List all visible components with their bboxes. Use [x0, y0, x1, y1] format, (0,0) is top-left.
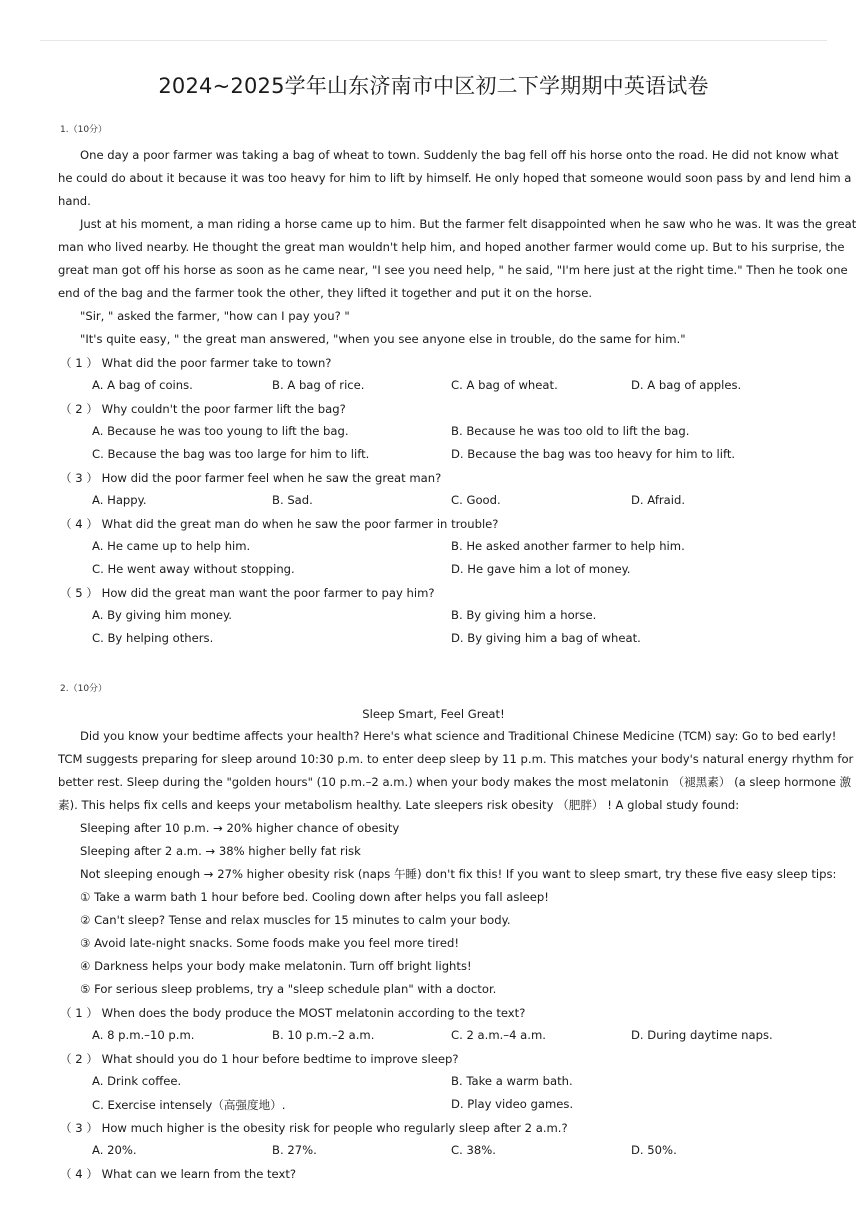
option-c[interactable]: C. Good. [451, 493, 501, 507]
option-a[interactable]: A. He came up to help him. [92, 539, 251, 553]
option-a[interactable]: A. By giving him money. [92, 608, 232, 622]
question-2-number: 2.（10分） [60, 684, 108, 694]
question-stem: （ 4 ） What did the great man do when he saw the poor farmer in trouble? [60, 517, 499, 531]
option-d[interactable]: D. He gave him a lot of money. [451, 562, 631, 576]
option-b[interactable]: B. Take a warm bath. [451, 1074, 573, 1088]
passage-line: he could do about it because it was too heavy for him to lift by himself. He only hoped that someone would soon pass by and lend him a [58, 171, 852, 185]
question-stem: （ 3 ） How much higher is the obesity risk for people who regularly sleep after 2 a.m.? [60, 1121, 568, 1135]
option-d[interactable]: D. A bag of apples. [631, 378, 742, 392]
option-c[interactable]: C. Exercise intensely（高强度地）. [92, 1098, 286, 1112]
passage-line: "Sir, " asked the farmer, "how can I pay you? " [80, 309, 350, 323]
option-c[interactable]: C. By helping others. [92, 631, 214, 645]
passage-heading: Sleep Smart, Feel Great! [362, 707, 505, 721]
option-b[interactable]: B. Because he was too old to lift the bag. [451, 424, 690, 438]
option-c[interactable]: C. A bag of wheat. [451, 378, 558, 392]
top-divider [40, 40, 827, 41]
passage-line: Just at his moment, a man riding a horse came up to him. But the farmer felt disappointed when he saw who he was. It was the great [80, 217, 857, 231]
page-title: 2024~2025学年山东济南市中区初二下学期期中英语试卷 [158, 74, 709, 98]
passage-line: Did you know your bedtime affects your health? Here's what science and Traditional Chinese Medicine (TCM) say: Go to bed early! [80, 729, 837, 743]
passage-line: end of the bag and the farmer took the other, they lifted it together and put it on the horse. [58, 286, 593, 300]
question-stem: （ 3 ） How did the poor farmer feel when he saw the great man? [60, 471, 442, 485]
option-b[interactable]: B. He asked another farmer to help him. [451, 539, 685, 553]
passage-line: Sleeping after 2 a.m. → 38% higher belly fat risk [80, 844, 361, 858]
option-b[interactable]: B. 10 p.m.–2 a.m. [272, 1028, 375, 1042]
option-c[interactable]: C. He went away without stopping. [92, 562, 295, 576]
question-1-number: 1.（10分） [60, 125, 108, 135]
question-stem: （ 1 ） What did the poor farmer take to town? [60, 356, 332, 370]
passage-line: Sleeping after 10 p.m. → 20% higher chance of obesity [80, 821, 400, 835]
option-b[interactable]: B. By giving him a horse. [451, 608, 597, 622]
passage-line: TCM suggests preparing for sleep around 10:30 p.m. to enter deep sleep by 11 p.m. This matches your body's natural energy rhythm for [58, 752, 854, 766]
option-b[interactable]: B. 27%. [272, 1143, 317, 1157]
question-stem: （ 5 ） How did the great man want the poor farmer to pay him? [60, 586, 435, 600]
passage-line: hand. [58, 194, 91, 208]
passage-line: 素). This helps fix cells and keeps your metabolism healthy. Late sleepers risk obesity （肥胖） ! A global study found: [58, 798, 740, 812]
question-stem: （ 4 ） What can we learn from the text? [60, 1167, 297, 1181]
question-stem: （ 2 ） Why couldn't the poor farmer lift the bag? [60, 402, 346, 416]
option-c[interactable]: C. 2 a.m.–4 a.m. [451, 1028, 546, 1042]
option-d[interactable]: D. Because the bag was too heavy for him to lift. [451, 447, 736, 461]
option-d[interactable]: D. Afraid. [631, 493, 686, 507]
option-a[interactable]: A. Drink coffee. [92, 1074, 182, 1088]
question-stem: （ 1 ） When does the body produce the MOST melatonin according to the text? [60, 1006, 526, 1020]
option-d[interactable]: D. By giving him a bag of wheat. [451, 631, 641, 645]
option-a[interactable]: A. A bag of coins. [92, 378, 193, 392]
option-c[interactable]: C. Because the bag was too large for him to lift. [92, 447, 370, 461]
option-b[interactable]: B. Sad. [272, 493, 313, 507]
passage-line: "It's quite easy, " the great man answered, "when you see anyone else in trouble, do the same for him." [80, 332, 686, 346]
passage-line: Not sleeping enough → 27% higher obesity risk (naps 午睡) don't fix this! If you want to sleep smart, try these five easy sleep tips: [80, 867, 837, 881]
passage-line: One day a poor farmer was taking a bag of wheat to town. Suddenly the bag fell off his horse onto the road. He did not know what [80, 148, 839, 162]
tip-line: ② Can't sleep? Tense and relax muscles for 15 minutes to calm your body. [80, 913, 511, 927]
tip-line: ③ Avoid late-night snacks. Some foods make you feel more tired! [80, 936, 460, 950]
question-stem: （ 2 ） What should you do 1 hour before bedtime to improve sleep? [60, 1052, 459, 1066]
option-a[interactable]: A. 20%. [92, 1143, 137, 1157]
tip-line: ① Take a warm bath 1 hour before bed. Cooling down after helps you fall asleep! [80, 890, 549, 904]
option-d[interactable]: D. During daytime naps. [631, 1028, 773, 1042]
option-d[interactable]: D. 50%. [631, 1143, 677, 1157]
option-a[interactable]: A. Because he was too young to lift the bag. [92, 424, 349, 438]
option-b[interactable]: B. A bag of rice. [272, 378, 365, 392]
tip-line: ⑤ For serious sleep problems, try a "sleep schedule plan" with a doctor. [80, 982, 497, 996]
passage-line: better rest. Sleep during the "golden hours" (10 p.m.–2 a.m.) when your body makes the most melatonin （褪黑素） (a sleep hormone 激 [58, 775, 852, 789]
passage-line: man who lived nearby. He thought the great man wouldn't help him, and hoped another farmer would come up. But to his surprise, the [58, 240, 845, 254]
tip-line: ④ Darkness helps your body make melatonin. Turn off bright lights! [80, 959, 472, 973]
option-c[interactable]: C. 38%. [451, 1143, 496, 1157]
option-a[interactable]: A. 8 p.m.–10 p.m. [92, 1028, 195, 1042]
passage-line: great man got off his horse as soon as he came near, "I see you need help, " he said, "I'm here just at the right time." Then he took one [58, 263, 848, 277]
option-a[interactable]: A. Happy. [92, 493, 147, 507]
option-d[interactable]: D. Play video games. [451, 1097, 574, 1111]
